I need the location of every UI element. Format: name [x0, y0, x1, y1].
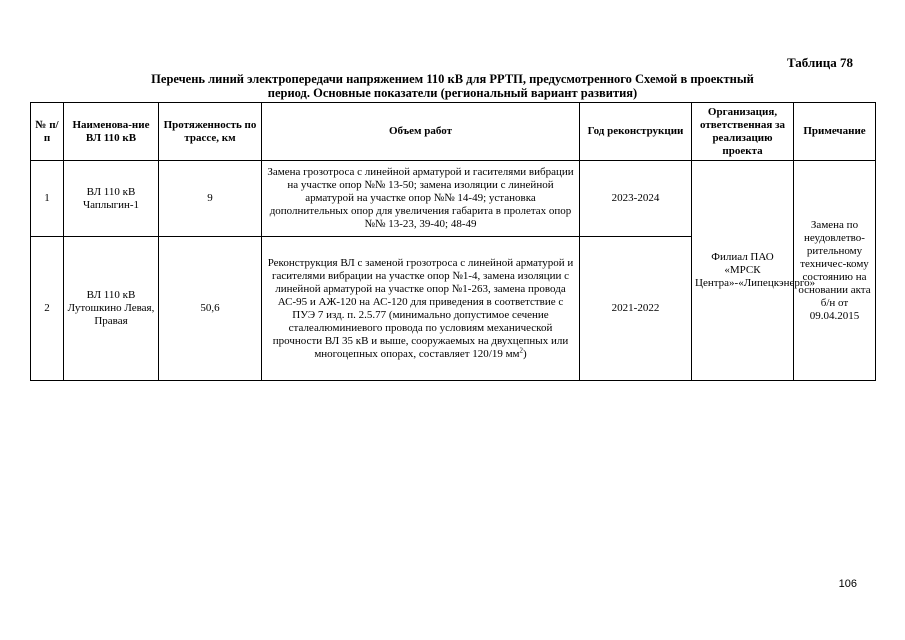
row-1-length: 9 — [159, 161, 262, 237]
table-row — [31, 161, 876, 237]
header-note: Примечание — [794, 103, 876, 161]
title-line-2: период. Основные показатели (региональный вариант развития) — [267, 86, 638, 100]
row-1-year: 2023-2024 — [580, 161, 692, 237]
row-1-num: 1 — [31, 161, 64, 237]
title-line-1: Перечень линий электропередачи напряжением 110 кВ для РРТП, предусмотренного Схемой в проектный — [151, 72, 754, 86]
header-year: Год реконструкции — [580, 103, 692, 161]
header-work: Объем работ — [262, 103, 580, 161]
header-name: Наименова-ние ВЛ 110 кВ — [64, 103, 159, 161]
row-2-num: 2 — [31, 237, 64, 381]
row-2-name: ВЛ 110 кВ Лутошкино Левая, Правая — [64, 237, 159, 381]
row-2-work-text: Реконструкция ВЛ с заменой грозотроса с линейной арматурой и гасителями вибрации на участке опор №1-4, замена изоляции с линейной арматурой на участке опор №1-263, замена провода АС-95 и АЖ-120 на АС-120 для приведения в соответствие с ПУЭ 7 изд. п. 2.5.77 (минимально допустимое сечение сталеалюминиевого провода по условиям механической прочности ВЛ 35 кВ и выше, сооружаемых на двухцепных или многоцепных опорах, составляет 120/19 мм — [267, 256, 574, 360]
row-2-work — [262, 237, 580, 381]
table-title — [30, 72, 875, 100]
header-row — [31, 103, 876, 161]
row-2-work-superscript: 2 — [519, 345, 523, 354]
header-num: № п/п — [31, 103, 64, 161]
note-cell: Замена по неудовлетво-рительному техничес-кому состоянию на основании акта б/н от 09.04.2015 — [794, 161, 876, 381]
row-1-name: ВЛ 110 кВ Чаплыгин-1 — [64, 161, 159, 237]
org-cell: Филиал ПАО «МРСК Центра»-«Липецкэнерго» — [692, 161, 794, 381]
row-2-year: 2021-2022 — [580, 237, 692, 381]
table-caption: Таблица 78 — [786, 55, 853, 70]
row-2-length: 50,6 — [159, 237, 262, 381]
power-lines-table — [30, 102, 876, 381]
header-length: Протяженность по трассе, км — [159, 103, 262, 161]
header-org: Организация, ответственная за реализацию проекта — [692, 103, 794, 161]
row-1-work: Замена грозотроса с линейной арматурой и гасителями вибрации на участке опор №№ 13-50; замена изоляции с линейной арматурой на участке опор №№ 14-49; установка дополнительных опор для увеличения габарита в пролетах опор №№ 13-23, 39-40; 48-49 — [262, 161, 580, 237]
row-2-work-end: ) — [523, 347, 527, 360]
page-number: 106 — [838, 578, 857, 590]
